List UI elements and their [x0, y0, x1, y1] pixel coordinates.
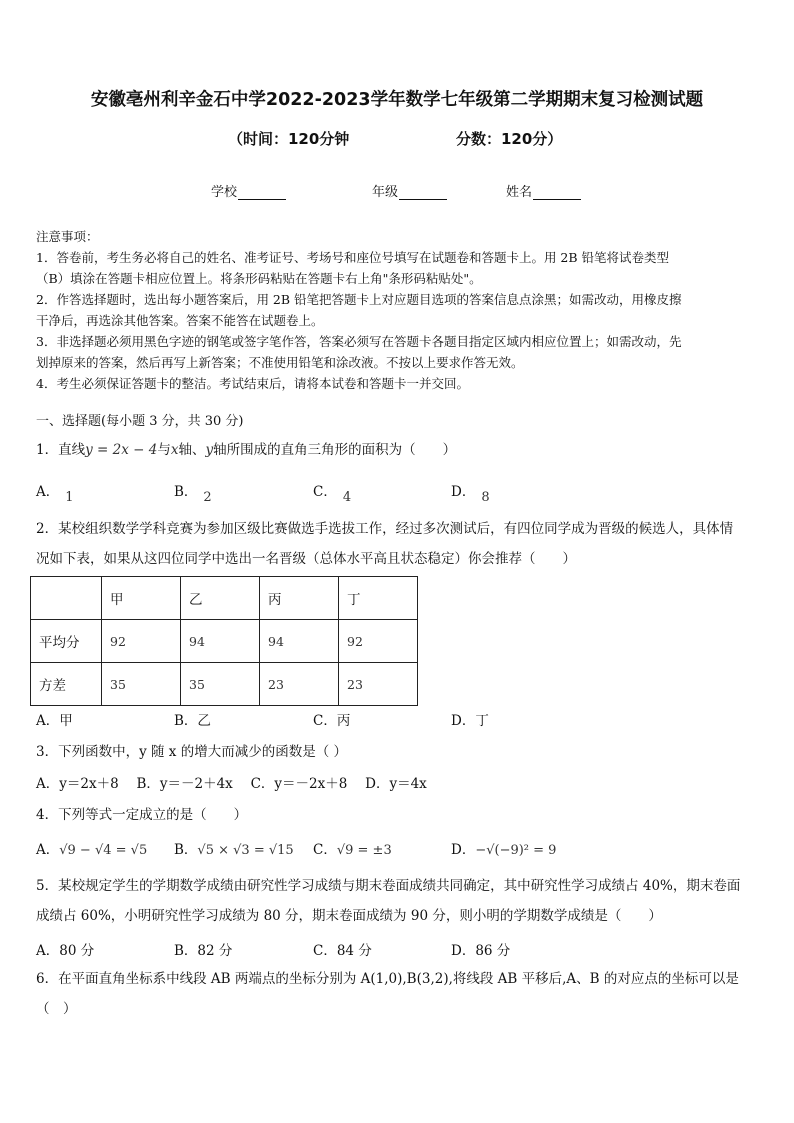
q5-option-d[interactable] — [451, 939, 510, 959]
q1-option-d[interactable] — [451, 480, 490, 505]
table-header-cell: 丙 — [260, 577, 339, 620]
table-cell: 92 — [102, 620, 181, 663]
option-label: B． — [174, 842, 198, 858]
q4-option-d[interactable] — [451, 838, 556, 858]
option-value: 8 — [481, 490, 490, 505]
option-label: C． — [313, 842, 337, 858]
option-label: A． — [36, 713, 60, 729]
time-label: （时间：120分钟 — [228, 130, 350, 148]
table-cell: 23 — [339, 663, 418, 706]
table-cell: 35 — [102, 663, 181, 706]
q2-option-d[interactable] — [451, 709, 489, 729]
question-3-stem: 3．下列函数中，y 随 x 的增大而减少的函数是（ ） — [36, 744, 347, 760]
option-label: C． — [313, 484, 337, 500]
table-cell: 35 — [181, 663, 260, 706]
q1-option-c[interactable] — [313, 480, 352, 505]
option-label: B． — [174, 484, 198, 500]
q1-option-b[interactable] — [174, 480, 212, 505]
q3-options[interactable]: A．y＝2x＋8 B．y＝－2＋4x C．y＝－2x＋8 D．y＝4x — [36, 776, 427, 792]
q4-option-b[interactable] — [174, 838, 294, 858]
grade-label: 年级 — [372, 185, 399, 200]
question-1-stem — [36, 438, 456, 458]
q1-y-var: y — [205, 442, 214, 458]
table-cell: 方差 — [31, 663, 102, 706]
notes-line: （B）填涂在答题卡相应位置上。将条形码粘贴在答题卡右上角"条形码粘贴处"。 — [36, 271, 482, 286]
notes-block — [36, 226, 758, 394]
option-label: B． — [174, 713, 198, 729]
q2-stats-table — [30, 576, 418, 706]
question-2-stem — [36, 514, 760, 574]
table-cell: 23 — [260, 663, 339, 706]
table-cell: 94 — [260, 620, 339, 663]
q1-mid1: 与 — [157, 442, 171, 458]
option-label: B． — [174, 943, 198, 959]
option-label: C． — [313, 943, 337, 959]
q5-line: 5．某校规定学生的学期数学成绩由研究性学习成绩与期末卷面成绩共同确定，其中研究性学习成绩占 40%，期末卷面 — [36, 878, 741, 894]
q2-line: 2．某校组织数学学科竞赛为参加区级比赛做选手选拔工作，经过多次测试后，有四位同学成为晋级的候选人，具体情 — [36, 521, 734, 537]
option-value: 乙 — [197, 713, 211, 729]
name-blank[interactable] — [533, 185, 581, 200]
notes-line: 3．非选择题必须用黑色字迹的钢笔或签字笔作答，答案必须写在答题卡各题目指定区域内相应位置上；如需改动，先 — [36, 334, 682, 349]
option-value: 丁 — [475, 713, 489, 729]
option-label: D． — [451, 713, 476, 729]
option-value: 84 分 — [336, 943, 372, 959]
q1-suffix: 轴所围成的直角三角形的面积为（ ） — [213, 442, 457, 458]
q1-x-var: x — [170, 442, 179, 458]
option-label: D． — [451, 484, 476, 500]
grade-field[interactable] — [372, 181, 447, 200]
option-value: √5 × √3 = √15 — [197, 843, 294, 858]
q1-mid2: 轴、 — [178, 442, 206, 458]
q4-option-c[interactable] — [313, 838, 392, 858]
question-6-stem — [36, 964, 760, 1024]
option-label: A． — [36, 484, 60, 500]
notes-heading: 注意事项： — [36, 229, 99, 244]
option-value: 86 分 — [475, 943, 511, 959]
q4-option-a[interactable] — [36, 838, 147, 858]
q5-option-b[interactable] — [174, 939, 232, 959]
option-value: 甲 — [59, 713, 73, 729]
table-header-cell: 丁 — [339, 577, 418, 620]
q2-option-a[interactable] — [36, 709, 73, 729]
option-label: D． — [451, 842, 476, 858]
table-row — [31, 620, 418, 663]
table-header-row — [31, 577, 418, 620]
table-cell: 94 — [181, 620, 260, 663]
option-label: A． — [36, 842, 60, 858]
table-cell: 平均分 — [31, 620, 102, 663]
question-4-stem: 4．下列等式一定成立的是（ ） — [36, 807, 248, 823]
q2-option-c[interactable] — [313, 709, 350, 729]
school-label: 学校 — [211, 185, 238, 200]
name-field[interactable] — [506, 181, 581, 200]
option-label: C． — [313, 713, 337, 729]
notes-line: 1．答卷前，考生务必将自己的姓名、准考证号、考场号和座位号填写在试题卷和答题卡上。用 2B 铅笔将试卷类型 — [36, 250, 670, 265]
option-value: 80 分 — [59, 943, 95, 959]
notes-line: 2．作答选择题时，选出每小题答案后，用 2B 铅笔把答题卡上对应题目选项的答案信息点涂黑；如需改动，用橡皮擦 — [36, 292, 682, 307]
q5-option-a[interactable] — [36, 939, 94, 959]
score-label: 分数：120分） — [456, 130, 563, 148]
option-label: D． — [451, 943, 476, 959]
question-5-stem — [36, 871, 760, 931]
school-field[interactable] — [211, 181, 286, 200]
section-heading: 一、选择题(每小题 3 分，共 30 分) — [36, 414, 244, 429]
table-header-cell: 甲 — [102, 577, 181, 620]
option-value: √9 = ±3 — [336, 843, 392, 858]
q1-prefix: 1．直线 — [36, 442, 86, 458]
notes-line: 划掉原来的答案，然后再写上新答案；不准使用铅笔和涂改液。不按以上要求作答无效。 — [36, 355, 524, 370]
name-label: 姓名 — [506, 185, 533, 200]
grade-blank[interactable] — [399, 185, 447, 200]
notes-line: 干净后，再选涂其他答案。答案不能答在试题卷上。 — [36, 313, 324, 328]
option-value: −√(−9)² = 9 — [475, 843, 557, 858]
option-value: 2 — [203, 490, 212, 505]
table-header-cell — [31, 577, 102, 620]
q2-option-b[interactable] — [174, 709, 211, 729]
notes-line: 4．考生必须保证答题卡的整洁。考试结束后，请将本试卷和答题卡一并交回。 — [36, 376, 469, 391]
q5-line: 成绩占 60%，小明研究性学习成绩为 80 分，期末卷面成绩为 90 分，则小明的学期数学成绩是（ ） — [36, 908, 662, 924]
option-value: 82 分 — [197, 943, 233, 959]
option-value: 1 — [65, 490, 74, 505]
option-label: A． — [36, 943, 60, 959]
option-value: 4 — [342, 490, 352, 505]
school-blank[interactable] — [238, 185, 286, 200]
table-row — [31, 663, 418, 706]
q5-option-c[interactable] — [313, 939, 372, 959]
q1-option-a[interactable] — [36, 480, 74, 505]
option-value: 丙 — [336, 713, 351, 729]
q2-line: 况如下表，如果从这四位同学中选出一名晋级（总体水平高且状态稳定）你会推荐（ ） — [36, 551, 576, 567]
table-cell: 92 — [339, 620, 418, 663]
exam-title: 安徽亳州利辛金石中学2022-2023学年数学七年级第二学期期末复习检测试题 — [90, 90, 704, 110]
q6-line: （ ） — [36, 1001, 77, 1017]
q6-line: 6．在平面直角坐标系中线段 AB 两端点的坐标分别为 A(1,0),B(3,2),将线段 AB 平移后,A、B 的对应点的坐标可以是 — [36, 971, 739, 987]
option-value: √9 − √4 = √5 — [59, 843, 148, 858]
table-header-cell: 乙 — [181, 577, 260, 620]
q1-equation: y = 2x − 4 — [85, 442, 158, 458]
